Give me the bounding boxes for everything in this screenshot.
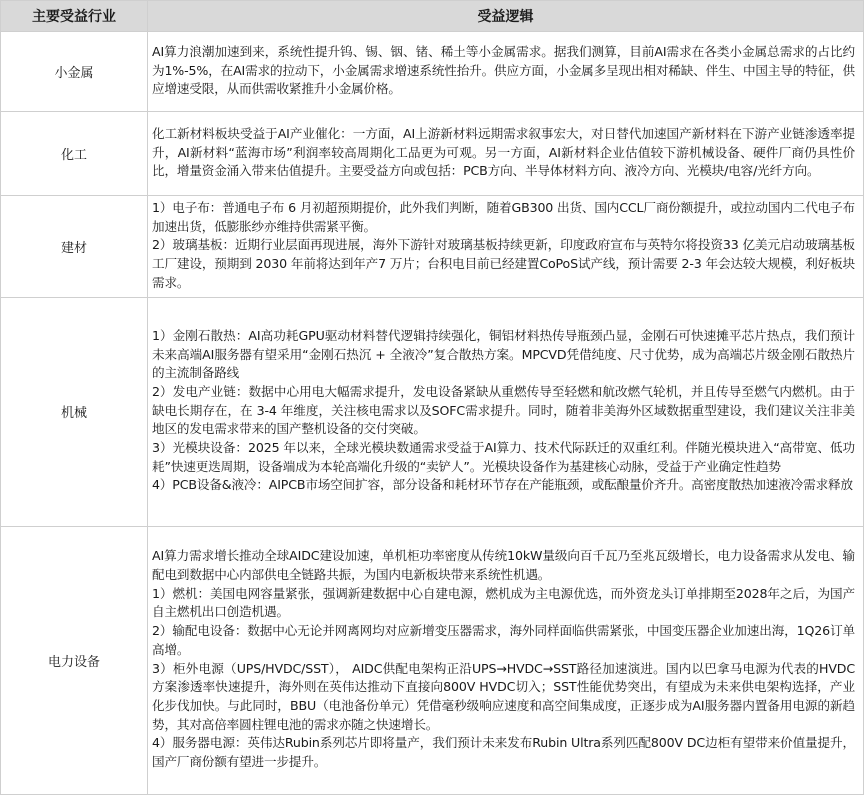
logic-cell <box>148 297 864 526</box>
header-industry: 主要受益行业 <box>1 1 148 32</box>
table-row <box>1 112 864 196</box>
table-row <box>1 297 864 526</box>
table-row <box>1 526 864 794</box>
industry-cell: 机械 <box>1 297 148 526</box>
logic-line: AI算力浪潮加速到来，系统性提升钨、锡、铟、锗、稀土等小金属需求。据我们测算，目前AI需求在各类小金属总需求的占比约为1%-5%，在AI需求的拉动下，小金属需求增速系统性抬升。供应方面，小金属多呈现出相对稀缺、伴生、中国主导的特征，供应增速受限，从而供需收紧推升小金属价格。 <box>152 43 855 97</box>
industry-cell: 建材 <box>1 196 148 298</box>
header-logic: 受益逻辑 <box>148 1 864 32</box>
logic-line: 2）玻璃基板：近期行业层面再现进展，海外下游针对玻璃基板持续更新，印度政府宣布与英特尔将投资33 亿美元启动玻璃基板工厂建设，预期到 2030 年前将达到年产7 万片；台积电目前已经建置CoPoS试产线，预计需要 2-3 年会达较大规模，利好板块需求。 <box>152 237 855 290</box>
table-row <box>1 196 864 298</box>
table-row <box>1 32 864 112</box>
industry-cell: 小金属 <box>1 32 148 112</box>
logic-line: 4）服务器电源：英伟达Rubin系列芯片即将量产，我们预计未来发布Rubin Ultra系列匹配800V DC边柜有望带来价值量提升，国产厂商份额有望进一步提升。 <box>152 735 855 770</box>
logic-line: AI算力需求增长推动全球AIDC建设加速，单机柜功率密度从传统10kW量级向百千瓦乃至兆瓦级增长，电力设备需求从发电、输配电到数据中心内部供电全链路共振，为国内电新板块带来系统性机遇。 <box>152 548 855 582</box>
logic-line: 3）柜外电源（UPS/HVDC/SST）， AIDC供配电架构正沿UPS→HVDC→SST路径加速演进。国内以巴拿马电源为代表的HVDC方案渗透率快速提升，海外则在英伟达推动下直接向800V HVDC切入；SST性能优势突出，有望成为未来供电架构选择，产业化步伐加快。与此同时，BBU（电池备份单元）凭借毫秒级响应速度和高空间集成度，正逐步成为AI服务器内置备用电源的新趋势，其对高倍率圆柱锂电池的需求亦随之快速增长。 <box>152 660 855 732</box>
logic-line: 2）发电产业链：数据中心用电大幅需求提升，发电设备紧缺从重燃传导至轻燃和航改燃气轮机，并且传导至燃气内燃机。由于缺电长期存在，在 3-4 年维度，关注核电需求以及SOFC需求提升。同时，随着非美海外区域数据重型建设，我们建议关注非美地区的发电需求带来的国产整机设备的交付突破。 <box>152 383 855 437</box>
industry-cell: 电力设备 <box>1 526 148 794</box>
logic-cell <box>148 526 864 794</box>
logic-cell <box>148 196 864 298</box>
logic-line: 2）输配电设备：数据中心无论并网离网均对应新增变压器需求，海外同样面临供需紧张，中国变压器企业加速出海，1Q26订单高增。 <box>152 623 855 657</box>
industry-cell: 化工 <box>1 112 148 196</box>
table-header-row <box>1 1 864 32</box>
logic-line: 1）金刚石散热：AI高功耗GPU驱动材料替代逻辑持续强化，铜铝材料热传导瓶颈凸显，金刚石可快速摊平芯片热点，我们预计未来高端AI服务器有望采用“金刚石热沉 + 全液冷”复合散热方案。MPCVD凭借纯度、尺寸优势，成为高端芯片级金刚石散热片的主流制备路线 <box>152 327 855 381</box>
logic-line: 4）PCB设备&液冷：AIPCB市场空间扩容，部分设备和耗材环节存在产能瓶颈，或酝酿量价齐升。高密度散热加速液冷需求释放 <box>152 477 853 493</box>
logic-line: 化工新材料板块受益于AI产业催化：一方面，AI上游新材料远期需求叙事宏大，对日替代加速国产新材料在下游产业链渗透率提升，AI新材料“蓝海市场”利润率较高周期化工品更为可观。另一方面，AI新材料企业估值较下游机械设备、硬件厂商仍具性价比，增量资金涌入带来估值提升。主要受益方向或包括：PCB方向、半导体材料方向、液冷方向、光模块/电容/光纤方向。 <box>152 125 855 179</box>
logic-cell <box>148 32 864 112</box>
logic-line: 1）燃机：美国电网容量紧张，强调新建数据中心自建电源，燃机成为主电源优选，而外资龙头订单排期至2028年之后，为国产自主燃机出口创造机遇。 <box>152 585 855 620</box>
logic-line: 1）电子布：普通电子布 6 月初超预期提价，此外我们判断，随着GB300 出货、国内CCL厂商份额提升，或拉动国内二代电子布加速出货，低膨胀纱亦维持供需紧平衡。 <box>152 200 855 234</box>
logic-line: 3）光模块设备：2025 年以来，全球光模块数通需求受益于AI算力、技术代际跃迁的双重红利。伴随光模块进入“高带宽、低功耗”快速更迭周期，设备端成为本轮高端化升级的“卖铲人”。光模块设备作为基建核心动脉，受益于产业确定性趋势 <box>152 440 855 474</box>
logic-cell <box>148 112 864 196</box>
